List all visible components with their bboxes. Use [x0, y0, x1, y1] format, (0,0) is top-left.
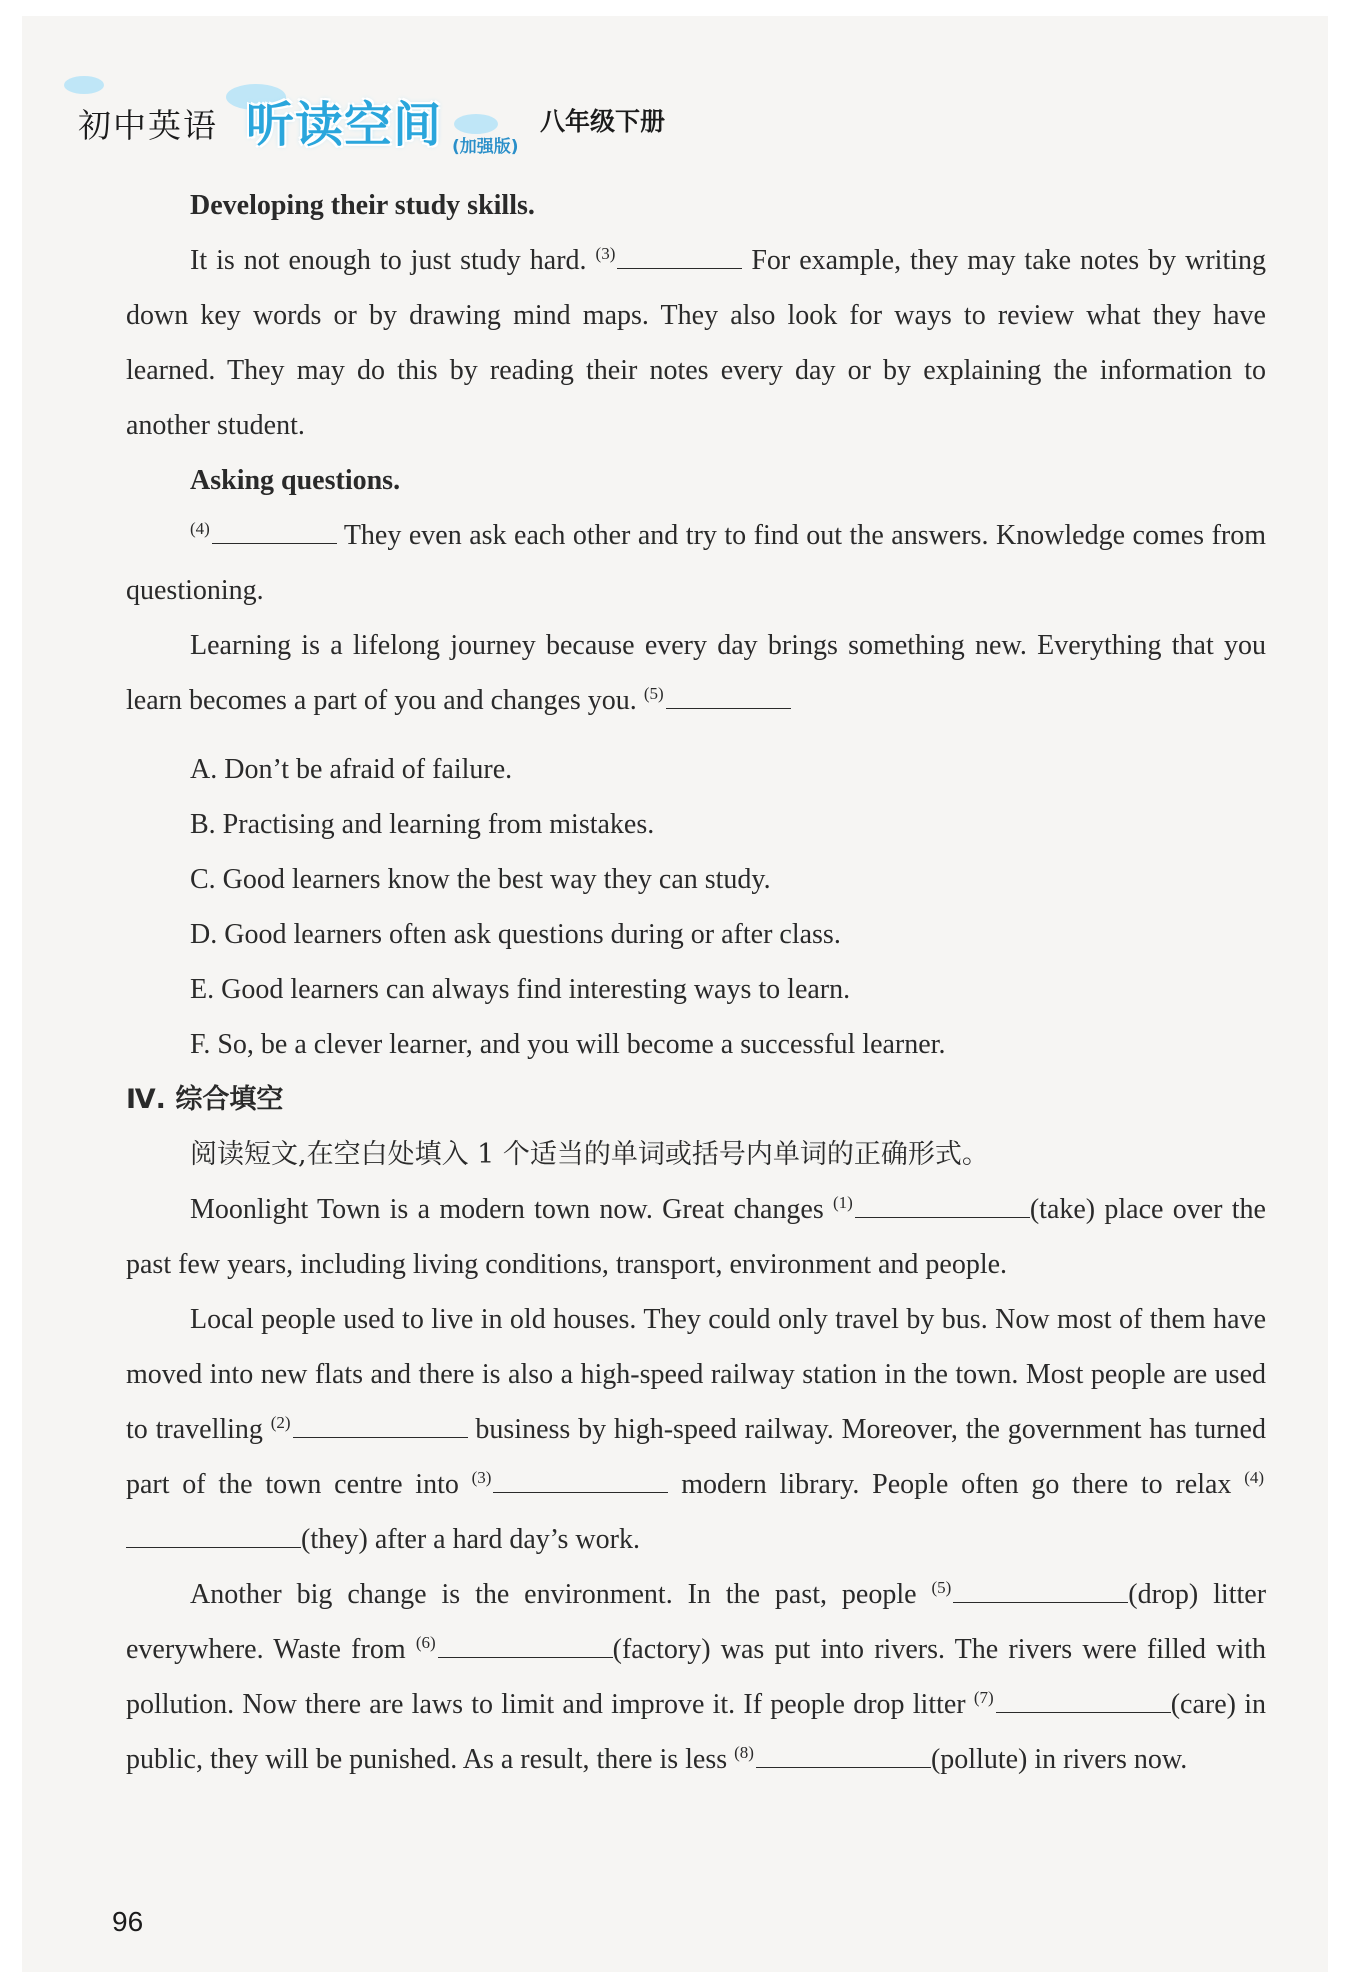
- page-number: 96: [112, 1906, 144, 1937]
- paragraph-1: [126, 1182, 1266, 1292]
- subheading-study-skills: Developing their study skills.: [190, 190, 535, 221]
- answer-blank[interactable]: [438, 1635, 613, 1658]
- section-title: Ⅳ. 综合填空: [126, 1084, 284, 1115]
- answer-blank[interactable]: [953, 1580, 1128, 1603]
- edition-label: (加强版): [452, 137, 519, 157]
- text: (they) after a hard day’s work.: [301, 1524, 640, 1555]
- answer-blank[interactable]: [756, 1745, 931, 1768]
- paragraph-2: [126, 1292, 1266, 1567]
- subheading-asking-questions: Asking questions.: [190, 465, 401, 496]
- paragraph-3: [126, 1567, 1266, 1787]
- option-a: A. Don’t be afraid of failure.: [190, 754, 513, 785]
- blank-number: (2): [270, 1412, 291, 1432]
- blank-number: (4): [190, 518, 210, 538]
- paragraph-conclusion: [126, 618, 1266, 728]
- text: (factory) was put into rivers. The rivers were filled with pollution. Now there are laws to limit and improve it. If people drop litter: [126, 1634, 1266, 1720]
- answer-blank[interactable]: [666, 686, 791, 709]
- brand-logo: 听读空间: [246, 97, 443, 153]
- answer-blank[interactable]: [126, 1525, 301, 1548]
- text: (pollute) in rivers now.: [930, 1744, 1188, 1775]
- blank-number: (6): [415, 1632, 436, 1652]
- option-c: C. Good learners know the best way they can study.: [190, 864, 771, 895]
- blank-number: (4): [1244, 1467, 1265, 1487]
- blank-number: (1): [833, 1192, 853, 1212]
- cloud-decoration: [64, 76, 104, 94]
- section-instruction: 阅读短文,在空白处填入 1 个适当的单词或括号内单词的正确形式。: [190, 1139, 989, 1170]
- paragraph-questions: [126, 508, 1266, 618]
- option-e: E. Good learners can always find interesting ways to learn.: [190, 974, 851, 1005]
- option-d: D. Good learners often ask questions during or after class.: [190, 919, 841, 950]
- text: (drop) litter everywhere. Waste from: [126, 1579, 1267, 1665]
- option-f: F. So, be a clever learner, and you will become a successful learner.: [190, 1029, 946, 1060]
- blank-number: (3): [595, 243, 616, 263]
- text: Moonlight Town is a modern town now. Great changes: [190, 1194, 824, 1225]
- option-b: B. Practising and learning from mistakes.: [190, 809, 655, 840]
- answer-blank[interactable]: [996, 1690, 1171, 1713]
- text: modern library. People often go there to relax: [681, 1469, 1232, 1500]
- text: They even ask each other and try to find out the answers. Knowledge comes from questioning.: [126, 520, 1266, 606]
- cloud-decoration: [454, 114, 498, 134]
- paragraph-study-skills: [126, 233, 1266, 453]
- page-content: [126, 178, 1266, 1787]
- text: For example, they may take notes by writing down key words or by drawing mind maps. They also look for ways to review what they have learned. They may do this by reading their notes every day or by explaining the information to another student.: [126, 245, 1267, 441]
- text: business by high-speed railway. Moreover, the government has turned part of the town centre into: [126, 1414, 1266, 1500]
- options-list: [126, 742, 1266, 1072]
- answer-blank[interactable]: [293, 1415, 468, 1438]
- blank-number: (3): [471, 1467, 492, 1487]
- text: Learning is a lifelong journey because every day brings something new. Everything that you learn becomes a part of you and changes you.: [126, 630, 1266, 716]
- answer-blank[interactable]: [493, 1470, 668, 1493]
- blank-number: (5): [931, 1577, 952, 1597]
- answer-blank[interactable]: [212, 521, 337, 544]
- text: (take) place over the past few years, including living conditions, transport, environment and people.: [126, 1194, 1266, 1280]
- text: (care) in public, they will be punished. As a result, there is less: [126, 1689, 1266, 1775]
- series-title: 初中英语: [78, 106, 218, 145]
- answer-blank[interactable]: [617, 246, 742, 269]
- answer-blank[interactable]: [855, 1195, 1030, 1218]
- text: Local people used to live in old houses. They could only travel by bus. Now most of them have moved into new flats and there is also a high-speed railway station in the town. Most people are used to travelling: [126, 1304, 1266, 1445]
- book-page: [22, 16, 1328, 1972]
- blank-number: (5): [643, 683, 664, 703]
- text: It is not enough to just study hard.: [190, 245, 587, 276]
- blank-number: (8): [734, 1742, 754, 1762]
- grade-label: 八年级下册: [540, 107, 666, 136]
- text: Another big change is the environment. In the past, people: [190, 1579, 917, 1610]
- page-header: [78, 66, 698, 156]
- blank-number: (7): [973, 1687, 994, 1707]
